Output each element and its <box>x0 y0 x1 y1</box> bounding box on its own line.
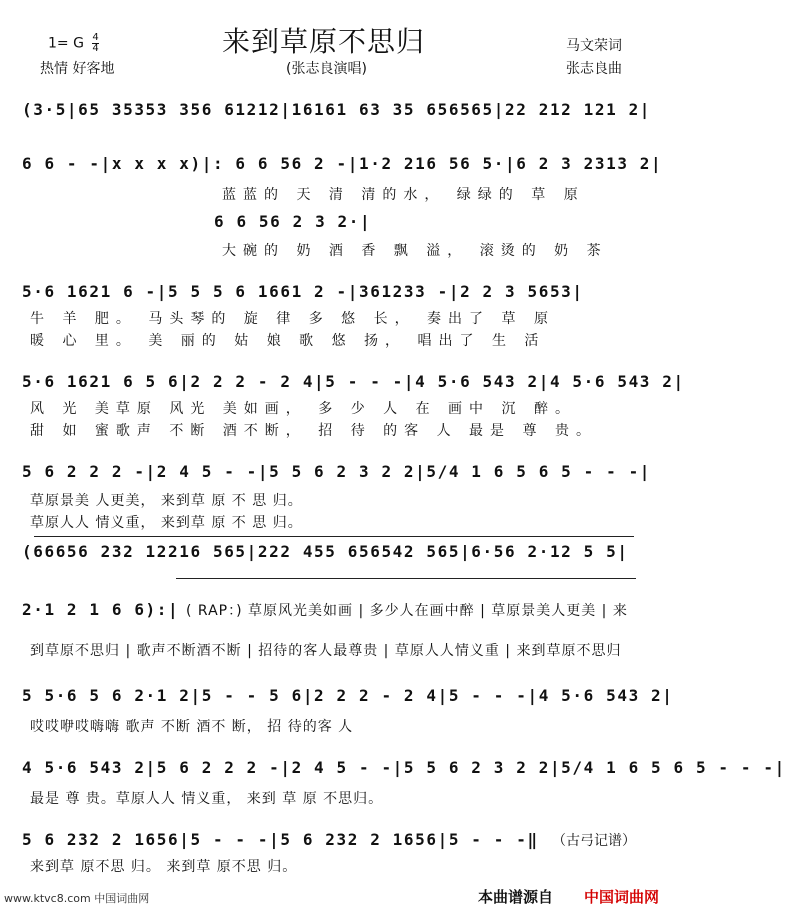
key-text: 1= G <box>48 35 84 52</box>
composer: 张志良曲 <box>566 61 622 77</box>
lyric-line: 草原人人 情义重， 来到草 原 不 思 归。 <box>30 515 303 531</box>
footer-site-name[interactable]: 中国词曲网 <box>584 888 660 906</box>
tempo-marking: 热情 好客地 <box>40 61 115 77</box>
footer-source-label: 本曲谱源自 <box>478 888 554 906</box>
notation-row: 5 5·6 5 6 2·1 2|5 - - 5 6|2 2 2 - 2 4|5 - - -|4 5·6 543 2| <box>22 686 674 705</box>
lyric-line: 蓝蓝的 天 清 清的水， 绿绿的 草 原 <box>222 187 585 203</box>
lyric-line: 来到草 原不思 归。 来到草 原不思 归。 <box>30 859 298 875</box>
lyric-line: 大碗的 奶 酒 香 飘 溢， 滚烫的 奶 茶 <box>222 243 608 259</box>
lyricist: 马文荣词 <box>566 38 622 54</box>
notation-row: (3·5|65 35353 356 61212|16161 63 35 656565|22 212 121 2| <box>22 100 652 119</box>
lyric-line: 最是 尊 贵。草原人人 情义重， 来到 草 原 不思归。 <box>30 791 384 807</box>
performer: (张志良演唱) <box>286 61 367 77</box>
rap-text: 到草原不思归 | 歌声不断酒不断 | 招待的客人最尊贵 | 草原人人情义重 | 来到草原不思归 <box>30 643 622 659</box>
notation-row: 5·6 1621 6 -|5 5 5 6 1661 2 -|361233 -|2 2 3 5653| <box>22 282 584 301</box>
notation-row: 6 6 - -|x x x x)|: 6 6 56 2 -|1·2 216 56 5·|6 2 3 2313 2| <box>22 154 663 173</box>
key-signature <box>48 33 99 54</box>
lyric-line: 甜 如 蜜歌声 不断 酒不断， 招 待 的客 人 最是 尊 贵。 <box>30 423 597 439</box>
time-signature: $\frac{4}{4}$ <box>92 32 99 54</box>
song-title: 来到草原不思归 <box>222 25 426 58</box>
lyric-line: 牛 羊 肥。 马头琴的 旋 律 多 悠 长， 奏出了 草 原 <box>30 311 555 327</box>
notation-row: 5 6 2 2 2 -|2 4 5 - -|5 5 6 2 3 2 2|5/4 1 6 5 6 5 - - -| <box>22 462 652 481</box>
notation-row: 6 6 56 2 3 2·| <box>214 212 372 231</box>
notation-row: 5 6 232 2 1656|5 - - -|5 6 232 2 1656|5 - - -‖ <box>22 830 539 849</box>
notation-row: (66656 232 12216 565|222 455 656542 565|6·56 2·12 5 5| <box>22 542 629 561</box>
notation-row: 5·6 1621 6 5 6|2 2 2 - 2 4|5 - - -|4 5·6 543 2|4 5·6 543 2| <box>22 372 685 391</box>
interlude-bracket <box>34 536 634 537</box>
notation-row: 2·1 2 1 6 6):| <box>22 600 180 619</box>
lyric-line: 风 光 美草原 风光 美如画， 多 少 人 在 画中 沉 醉。 <box>30 401 576 417</box>
notation-row: 4 5·6 543 2|5 6 2 2 2 -|2 4 5 - -|5 5 6 2 3 2 2|5/4 1 6 5 6 5 - - -| <box>22 758 786 777</box>
lyric-line: 草原景美 人更美， 来到草 原 不 思 归。 <box>30 493 303 509</box>
footer-watermark: www.ktvc8.com 中国词曲网 <box>4 892 150 905</box>
rap-text: ( RAP：) 草原风光美如画 | 多少人在画中醉 | 草原景美人更美 | 来 <box>186 603 628 619</box>
repeat-bracket <box>176 578 636 579</box>
notation-credit: （古弓记谱） <box>552 833 636 849</box>
lyric-line: 哎哎咿哎嗨嗨 歌声 不断 酒不 断， 招 待的客 人 <box>30 719 354 735</box>
lyric-line: 暖 心 里。 美 丽的 姑 娘 歌 悠 扬， 唱出了 生 活 <box>30 333 546 349</box>
